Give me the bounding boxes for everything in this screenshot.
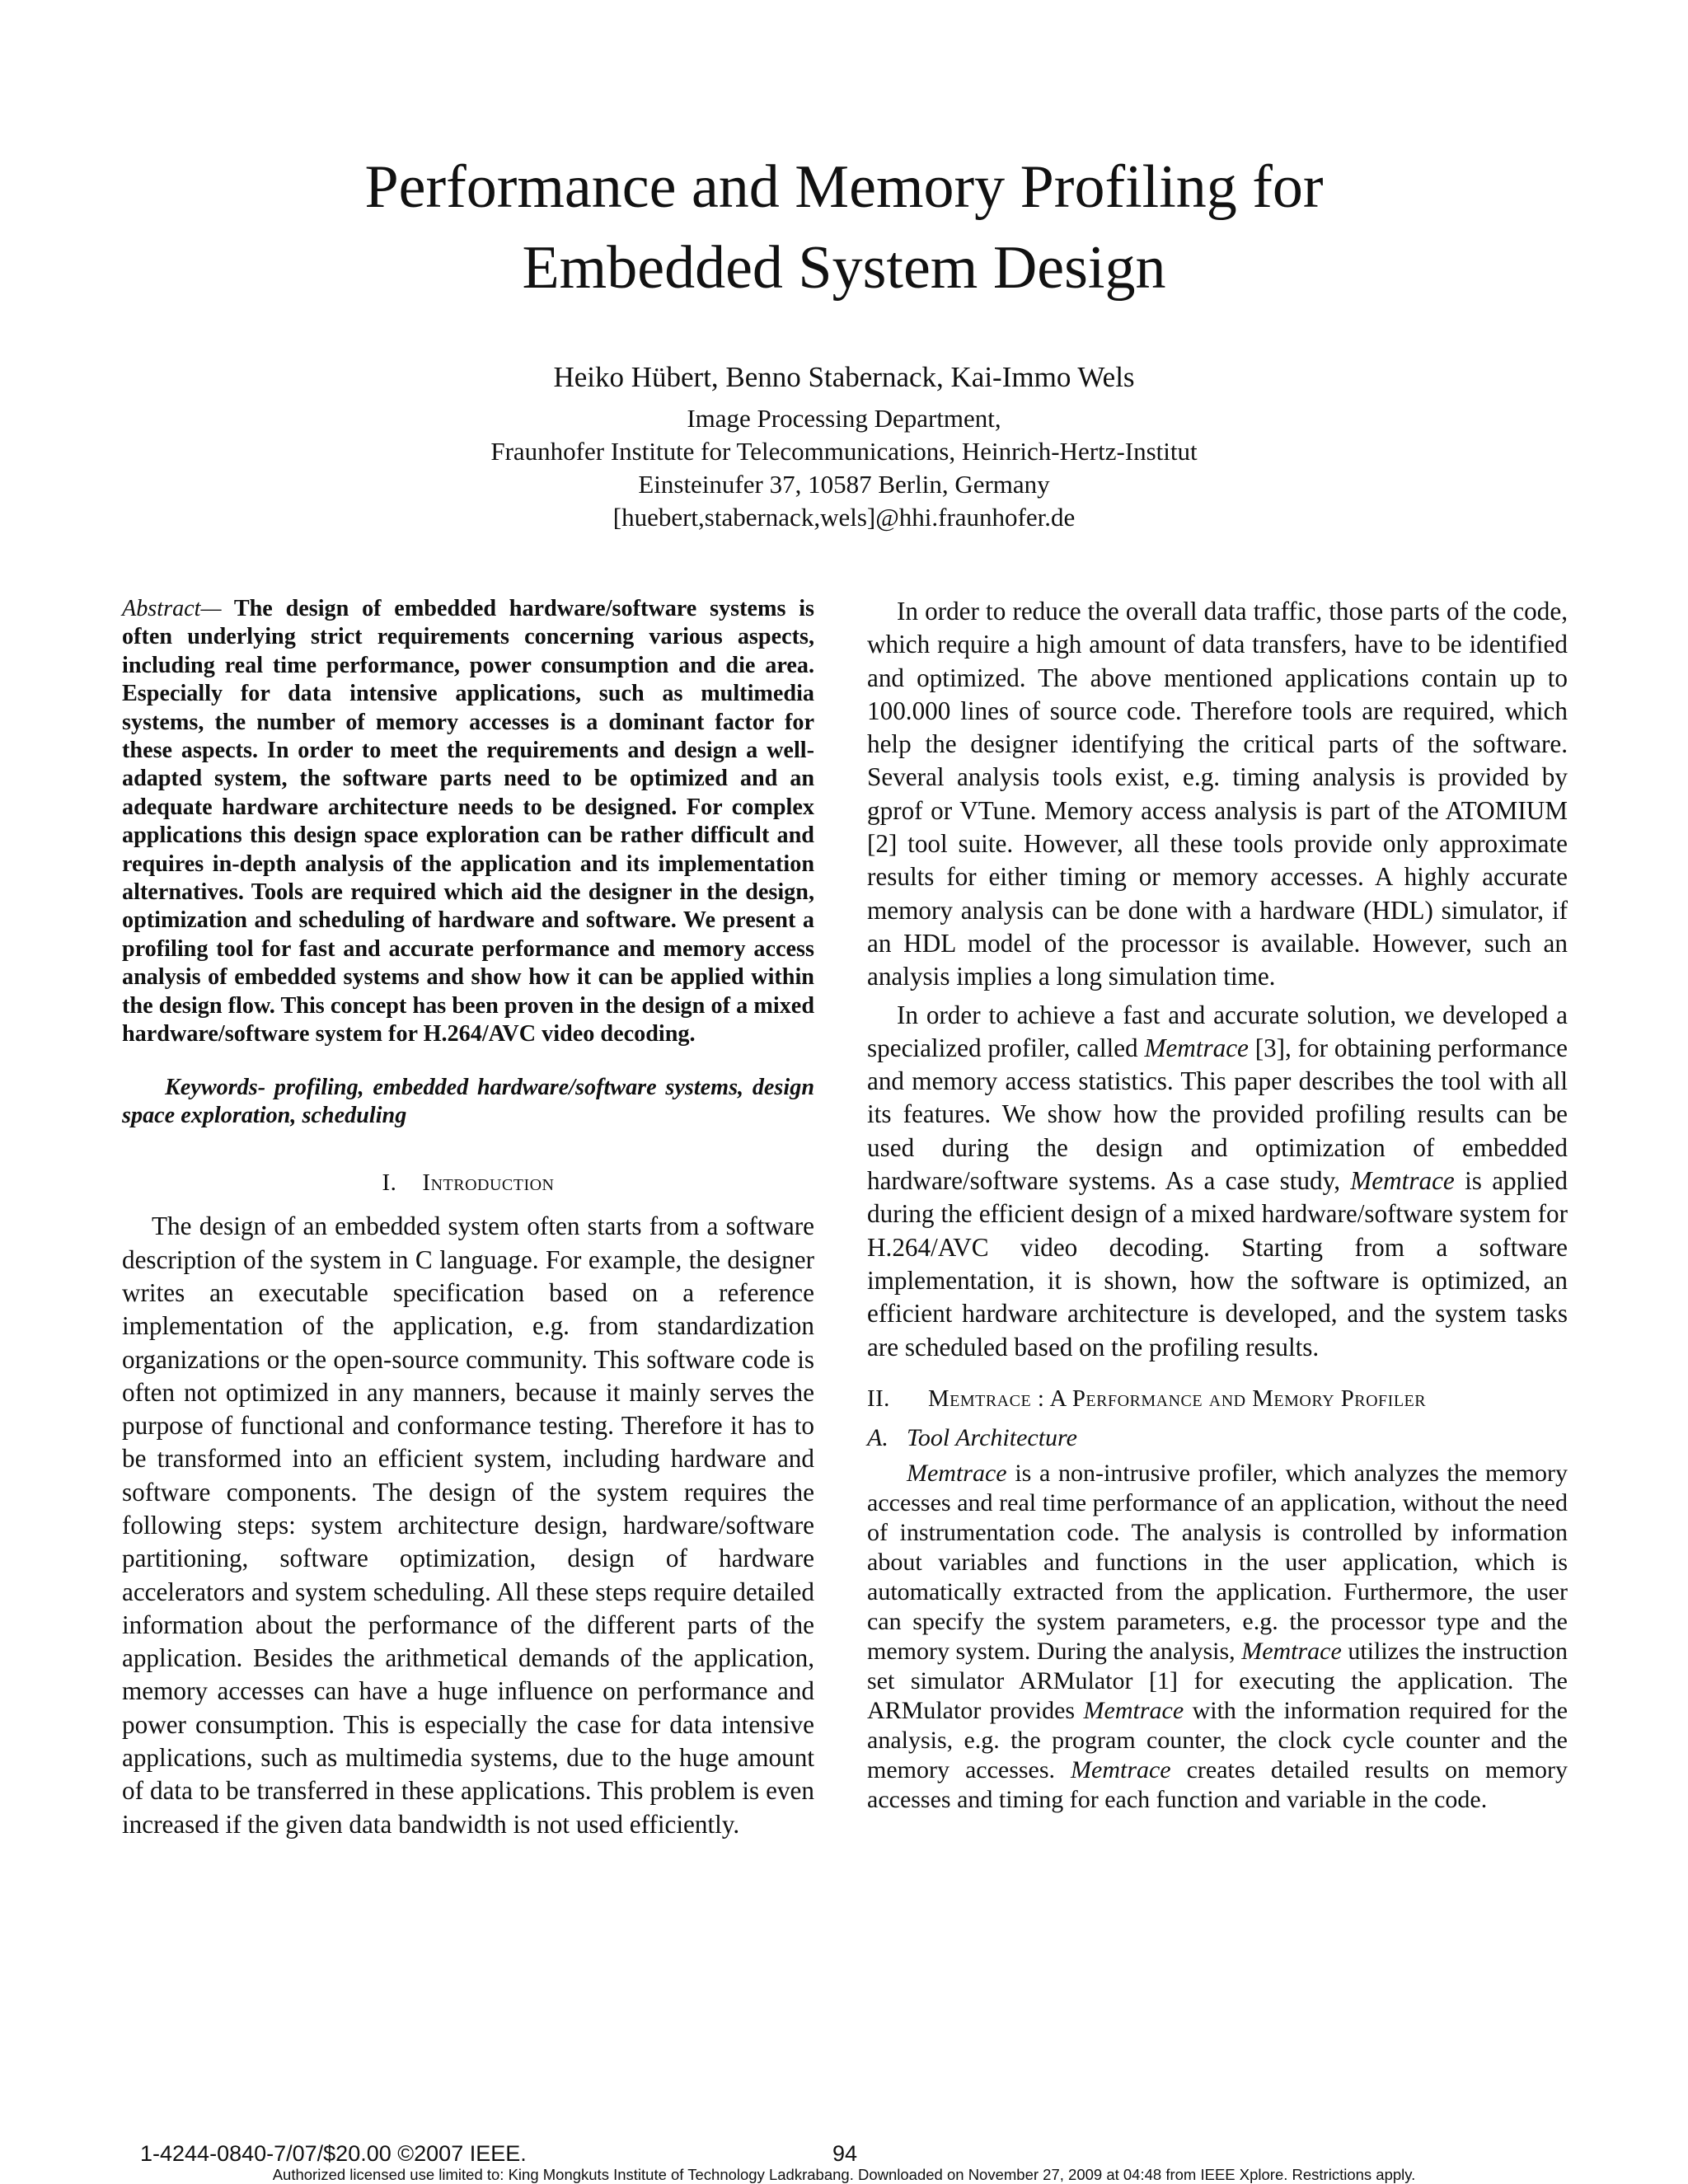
p2-memtrace-2: Memtrace <box>1350 1166 1455 1196</box>
memtrace-ref-3: Memtrace <box>1083 1696 1184 1724</box>
page-number: 94 <box>832 2141 858 2166</box>
right-paragraph-2 <box>867 999 1568 1364</box>
affiliation-department: Image Processing Department, <box>687 404 1001 433</box>
subsection-a-heading <box>867 1424 1568 1452</box>
section-2-number: II. <box>867 1385 890 1412</box>
subsection-a-title: Tool Architecture <box>907 1423 1077 1451</box>
introduction-paragraph: The design of an embedded system often starts from a software description of the system in C language. For example, the designer writes an executable specification based on a reference implementation of the application, e.g. from standardization organizations or the open-source community. This software code is often not optimized in any manners, because it mainly serves the purpose of functional and conformance testing. Therefore it has to be transformed into an efficient system, including hardware and software components. The design of the system requires the following steps: system architecture design, hardware/software partitioning, software optimization, design of hardware accelerators and system scheduling. All these steps require detailed information about the performance of the different parts of the application. Besides the arithmetical demands of the application, memory accesses can have a huge influence on performance and power consumption. This is especially the case for data intensive applications, such as multimedia systems, due to the huge amount of data to be transferred in these applications. This problem is even increased if the given data bandwidth is not used efficiently. <box>122 1212 814 1839</box>
ta-text-3: with the information required for the analysis, e.g. the program counter, the clock cycle counter and the memory accesses. <box>867 1696 1568 1783</box>
ta-text-1: is a non-intrusive profiler, which analyzes the memory accesses and real time performance of an application, without the need of instrumentation code. The analysis is controlled by information about variables and functions in the user application, which is automatically extracted from the application. Furthermore, the user can specify the system parameters, e.g. the processor type and the memory system. During the analysis, <box>867 1459 1568 1665</box>
license-notice: Authorized licensed use limited to: King Mongkuts Institute of Technology Ladkrabang. Downloaded on November 27, 2009 at 04:48 from IEEE Xplore. Restrictions apply. <box>272 2166 1416 2183</box>
affiliation-email: [huebert,stabernack,wels]@hhi.fraunhofer.de <box>612 503 1076 532</box>
ta-text-2: utilizes the instruction set simulator ARMulator [1] for executing the application. The ARMulator provides <box>867 1637 1568 1724</box>
abstract <box>122 595 814 1049</box>
p2-text-a: In order to achieve a fast and accurate solution, we developed a specialized profiler, called <box>867 1000 1568 1062</box>
ta-text-4: creates detailed results on memory accesses and timing for each function and variable in the code. <box>867 1755 1568 1813</box>
author-list: Heiko Hübert, Benno Stabernack, Kai-Immo Wels <box>553 361 1135 393</box>
abstract-text: The design of embedded hardware/software systems is often underlying strict requirements concerning various aspects, including real time performance, power consumption and die area. Especially for data intensive applications, such as multimedia systems, the number of memory accesses is a dominant factor for these aspects. In order to meet the requirements and design a well-adapted system, the software parts need to be optimized and an adequate hardware architecture needs to be designed. For complex applications this design space exploration can be rather difficult and requires in-depth analysis of the application and its implementation alternatives. Tools are required which aid the designer in the design, optimization and scheduling of hardware and software. We present a profiling tool for fast and accurate performance and memory access analysis of embedded systems and show how it can be applied within the design flow. This concept has been proven in the design of a mixed hardware/software system for H.264/AVC video decoding. <box>122 596 814 1047</box>
section-2-heading <box>867 1385 1568 1413</box>
section-1-heading <box>122 1169 814 1197</box>
left-column <box>122 595 814 1841</box>
subsection-a-number: A. <box>867 1423 889 1451</box>
section-1-number: I. <box>382 1169 397 1197</box>
affiliation-institute: Fraunhofer Institute for Telecommunications, Heinrich-Hertz-Institut <box>490 437 1198 466</box>
memtrace-ref-1: Memtrace <box>907 1459 1007 1487</box>
section-2-title: Memtrace : A Performance and Memory Profiler <box>928 1385 1427 1412</box>
title-line-1: Performance and Memory Profiling for <box>364 153 1324 221</box>
memtrace-ref-4: Memtrace <box>1071 1755 1171 1783</box>
right-paragraph-1: In order to reduce the overall data traffic, those parts of the code, which require a high amount of data transfers, have to be identified and optimized. The above mentioned applications contain up to 100.000 lines of source code. Therefore tools are required, which help the designer identifying the critical parts of the software. Several analysis tools exist, e.g. timing analysis is provided by gprof or VTune. Memory access analysis is part of the ATOMIUM [2] tool suite. However, all these tools provide only approximate results for either timing or memory accesses. A highly accurate memory analysis can be done with a hardware (HDL) simulator, if an HDL model of the processor is available. However, such an analysis implies a long simulation time. <box>867 597 1568 991</box>
section-1-title: Introduction <box>422 1169 555 1197</box>
keywords: Keywords- profiling, embedded hardware/software systems, design space exploration, scheduling <box>122 1074 814 1128</box>
title-line-2: Embedded System Design <box>522 234 1166 302</box>
p2-text-c: is applied during the efficient design of a mixed hardware/software system for H.264/AVC video decoding. Starting from a software implementation, it is shown, how the software is optimized, an efficient hardware architecture is developed, and the system tasks are scheduled based on the profiling results. <box>867 1166 1568 1361</box>
affiliation-block <box>0 402 1688 534</box>
p2-text-b: [3], for obtaining performance and memory access statistics. This paper describes the tool with all its features. We show how the provided profiling results can be used during the design and optimization of embedded hardware/software systems. As a case study, <box>867 1033 1568 1196</box>
copyright-line: 1-4244-0840-7/07/$20.00 ©2007 IEEE. <box>140 2141 527 2166</box>
tool-architecture-paragraph <box>867 1459 1568 1815</box>
memtrace-ref-2: Memtrace <box>1241 1637 1342 1665</box>
p2-memtrace-1: Memtrace <box>1144 1033 1249 1062</box>
right-column <box>867 595 1568 1815</box>
affiliation-address: Einsteinufer 37, 10587 Berlin, Germany <box>638 470 1050 499</box>
paper-title <box>0 147 1688 308</box>
abstract-lead: Abstract— <box>122 596 222 621</box>
